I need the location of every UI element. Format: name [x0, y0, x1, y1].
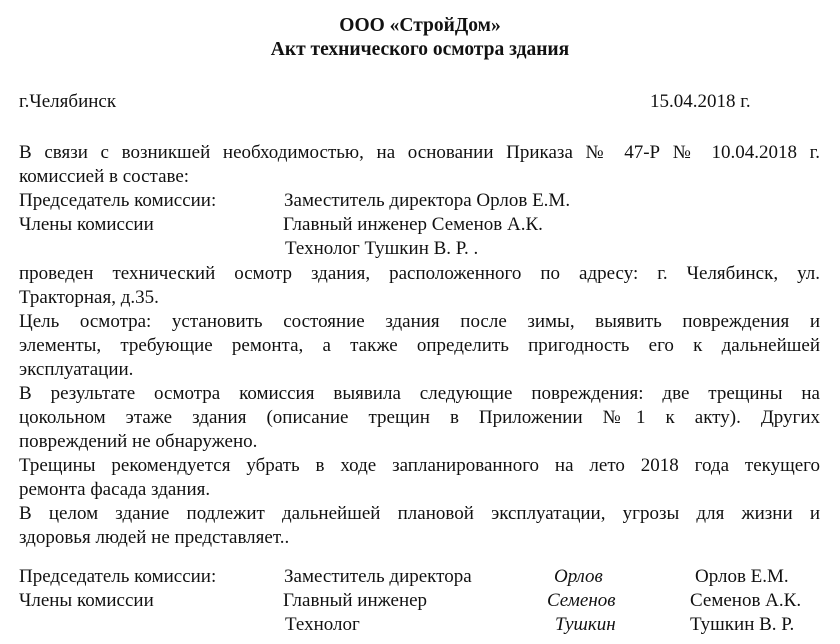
p1-line-2: Тракторная, д.35. — [19, 287, 159, 308]
sig-name-2: Семенов А.К. — [690, 590, 802, 611]
document-date: 15.04.2018 г. — [650, 91, 751, 112]
p4-line-1: Трещины рекомендуется убрать в ходе запланированного на лето 2018 года текущего — [19, 455, 820, 476]
city: г.Челябинск — [19, 91, 117, 112]
sig-name-1: Орлов Е.М. — [695, 566, 789, 587]
p3-line-3: повреждений не обнаружено. — [19, 431, 258, 452]
signature-2: Семенов — [547, 590, 616, 611]
p2-line-2: элементы, требующие ремонта, а также определить пригодность его к дальнейшей — [19, 335, 820, 356]
company-name: ООО «СтройДом» — [339, 15, 501, 36]
intro-line-2: комиссией в составе: — [19, 166, 190, 187]
sig-chair-label: Председатель комиссии: — [19, 566, 217, 587]
chair-value: Заместитель директора Орлов Е.М. — [284, 190, 571, 211]
sig-members-label: Члены комиссии — [19, 590, 154, 611]
intro-line-1: В связи с возникшей необходимостью, на основании Приказа № 47-Р № 10.04.2018 г. — [19, 142, 820, 163]
p4-line-2: ремонта фасада здания. — [19, 479, 211, 500]
member-1: Главный инженер Семенов А.К. — [283, 214, 543, 235]
members-label: Члены комиссии — [19, 214, 154, 235]
signature-1: Орлов — [554, 566, 603, 587]
p1-line-1: проведен технический осмотр здания, расположенного по адресу: г. Челябинск, ул. — [19, 263, 820, 284]
sig-position-2: Главный инженер — [283, 590, 428, 611]
chair-label: Председатель комиссии: — [19, 190, 217, 211]
sig-position-3: Технолог — [285, 614, 360, 635]
document-title: Акт технического осмотра здания — [270, 39, 570, 60]
p3-line-1: В результате осмотра комиссия выявила следующие повреждения: две трещины на — [19, 383, 820, 404]
p5-line-2: здоровья людей не представляет.. — [19, 527, 290, 548]
member-2: Технолог Тушкин В. Р. . — [285, 238, 479, 259]
p2-line-3: эксплуатации. — [19, 359, 134, 380]
p3-line-2: цокольном этаже здания (описание трещин в Приложении №1 к акту). Других — [19, 407, 820, 428]
signature-3: Тушкин — [555, 614, 616, 635]
p5-line-1: В целом здание подлежит дальнейшей плановой эксплуатации, угрозы для жизни и — [19, 503, 820, 524]
sig-position-1: Заместитель директора — [284, 566, 472, 587]
p2-line-1: Цель осмотра: установить состояние здания после зимы, выявить повреждения и — [19, 311, 820, 332]
sig-name-3: Тушкин В. Р. — [690, 614, 795, 635]
